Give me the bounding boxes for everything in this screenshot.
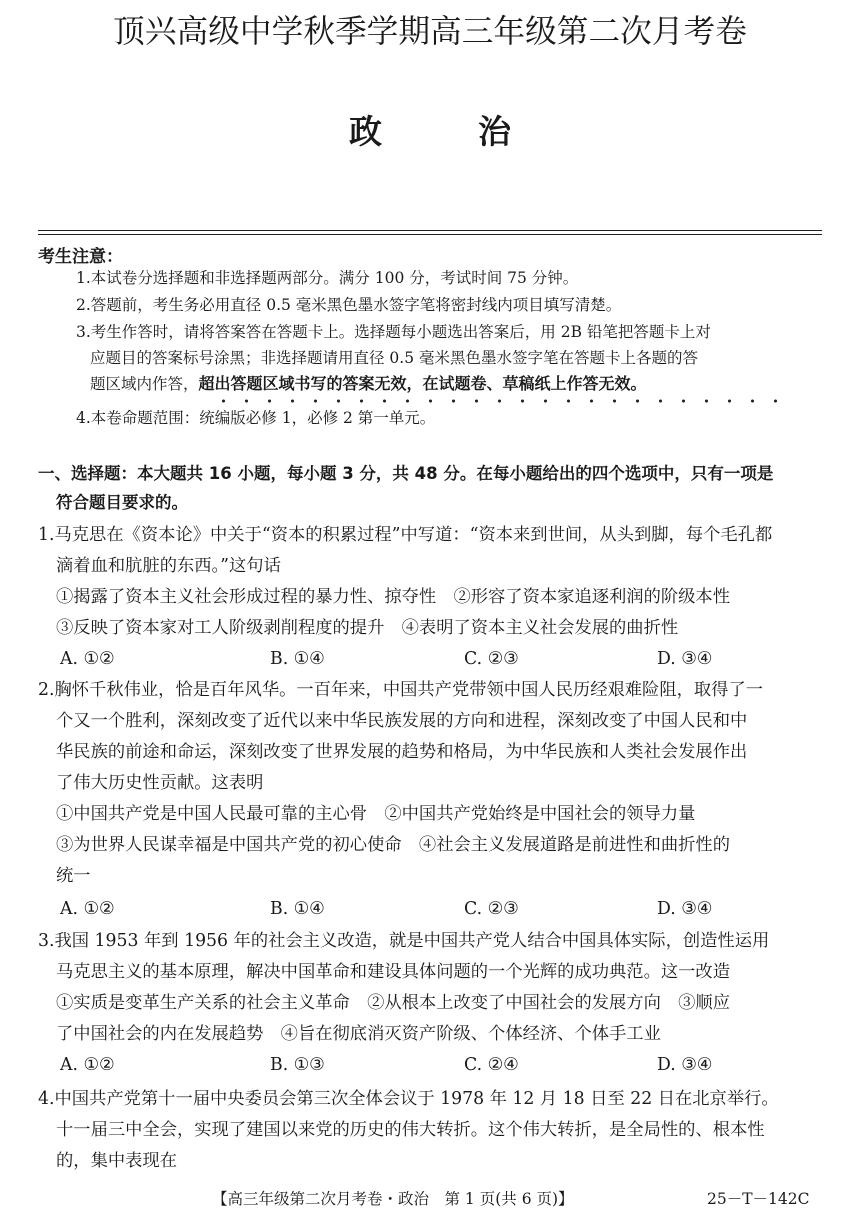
q1-option-d: D. ③④ (657, 649, 713, 669)
q3-line-3: ①实质是变革生产关系的社会主义革命 ②从根本上改变了中国社会的发展方向 ③顺应 (56, 993, 730, 1013)
q3-option-a: A. ①② (60, 1055, 115, 1075)
q1-option-c: C. ②③ (464, 649, 519, 669)
q2-line-5: ①中国共产党是中国人民最可靠的主心骨 ②中国共产党始终是中国社会的领导力量 (56, 804, 696, 824)
subject-char-1: 政 (349, 112, 382, 151)
paper-code: 25－T－142C (707, 1190, 810, 1208)
q2-line-4: 了伟大历史性贡献。这表明 (56, 773, 264, 793)
q2-line-6: ③为世界人民谋幸福是中国共产党的初心使命 ④社会主义发展道路是前进性和曲折性的 (56, 835, 730, 855)
notice-emphasis: 超出答题区域书写的答案无效，在试题卷、草稿纸上作答无效。 (198, 374, 647, 393)
q2-option-a: A. ①② (60, 899, 115, 919)
subject-heading (0, 110, 860, 154)
q2-line-7: 统一 (56, 866, 91, 886)
notice-item-3-end (90, 374, 647, 394)
q1-line-4: ③反映了资本家对工人阶级剥削程度的提升 ④表明了资本主义社会发展的曲折性 (56, 618, 679, 638)
q1-option-b: B. ①④ (270, 649, 325, 669)
page-footer: 【高三年级第二次月考卷・政治 第 1 页(共 6 页)】 (212, 1190, 574, 1208)
section-heading-cont: 符合题目要求的。 (56, 493, 188, 512)
q2-option-c: C. ②③ (464, 899, 519, 919)
q3-line-2: 马克思主义的基本原理，解决中国革命和建设具体问题的一个光辉的成功典范。这一改造 (56, 962, 730, 982)
notice-heading: 考生注意： (38, 247, 123, 267)
notice-item-2: 2.答题前，考生务必用直径 0.5 毫米黑色墨水签字笔将密封线内项目填写清楚。 (76, 296, 622, 314)
q4-line-2: 十一届三中全会，实现了建国以来党的历史的伟大转折。这个伟大转折，是全局性的、根本性 (56, 1120, 765, 1140)
q1-line-2: 滴着血和肮脏的东西。”这句话 (56, 556, 281, 576)
q3-option-d: D. ③④ (657, 1055, 713, 1075)
notice-item-3-tail: 题区域内作答， (90, 375, 199, 393)
q3-line-4: 了中国社会的内在发展趋势 ④旨在彻底消灭资产阶级、个体经济、个体手工业 (56, 1024, 661, 1044)
q1-line-3: ①揭露了资本主义社会形成过程的暴力性、掠夺性 ②形容了资本家追逐利润的阶级本性 (56, 587, 730, 607)
subject-char-2: 治 (478, 112, 511, 151)
exam-title: 顶兴高级中学秋季学期高三年级第二次月考卷 (113, 14, 747, 50)
notice-item-1: 1.本试卷分选择题和非选择题两部分。满分 100 分，考试时间 75 分钟。 (76, 269, 579, 287)
q4-line-1: 4.中国共产党第十一届中央委员会第三次全体会议于 1978 年 12 月 18 日至 22 日在北京举行。 (38, 1089, 779, 1109)
notice-item-3-cont: 应题目的答案标号涂黑；非选择题请用直径 0.5 毫米黑色墨水签字笔在答题卡上各题的答 (90, 349, 699, 367)
q3-option-b: B. ①③ (270, 1055, 325, 1075)
section-heading: 一、选择题：本大题共 16 小题，每小题 3 分，共 48 分。在每小题给出的四个选项中，只有一项是 (38, 464, 774, 483)
notice-item-4: 4.本卷命题范围：统编版必修 1，必修 2 第一单元。 (76, 409, 436, 427)
notice-item-3: 3.考生作答时，请将答案答在答题卡上。选择题每小题选出答案后，用 2B 铅笔把答题卡上对 (76, 323, 711, 341)
q1-line-1: 1.马克思在《资本论》中关于“资本的积累过程”中写道：“资本来到世间，从头到脚，每个毛孔都 (38, 525, 773, 545)
q2-line-1: 2.胸怀千秋伟业，恰是百年风华。一百年来，中国共产党带领中国人民历经艰难险阻，取得了一 (38, 680, 764, 700)
emphasis-dots (212, 398, 787, 404)
q3-option-c: C. ②④ (464, 1055, 519, 1075)
q2-option-d: D. ③④ (657, 899, 713, 919)
q2-option-b: B. ①④ (270, 899, 325, 919)
q2-line-2: 个又一个胜利，深刻改变了近代以来中华民族发展的方向和进程，深刻改变了中国人民和中 (56, 711, 748, 731)
q2-line-3: 华民族的前途和命运，深刻改变了世界发展的趋势和格局，为中华民族和人类社会发展作出 (56, 742, 748, 762)
q1-option-a: A. ①② (60, 649, 115, 669)
divider-rule-bottom (38, 234, 822, 235)
divider-rule-top (38, 230, 822, 231)
q3-line-1: 3.我国 1953 年到 1956 年的社会主义改造，就是中国共产党人结合中国具体实际，创造性运用 (38, 931, 770, 951)
q4-line-3: 的，集中表现在 (56, 1151, 177, 1171)
